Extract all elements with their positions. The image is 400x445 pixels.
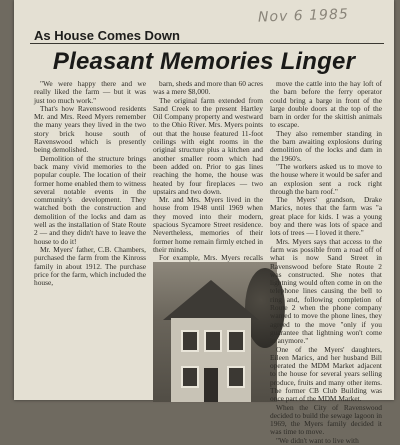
paragraph: That's how Ravenswood residents Mr. and Mrs. Reed Myers remember the many years they lived in the two story brick house south of Ravenswood which is presently being demolished. bbox=[34, 103, 146, 155]
window bbox=[181, 330, 199, 352]
newspaper-clipping bbox=[14, 0, 394, 445]
window bbox=[227, 330, 245, 352]
paragraph: For example, Mrs. Myers recalls bbox=[159, 253, 263, 263]
handwritten-date: Nov 6 1985 bbox=[257, 6, 350, 26]
paragraph: "We didn't want to live with bbox=[276, 435, 359, 445]
headline: Pleasant Memories Linger bbox=[52, 48, 356, 75]
article-column-2 bbox=[153, 80, 263, 287]
house-facade bbox=[171, 318, 251, 402]
article-column-3 bbox=[270, 80, 382, 445]
paragraph: Mrs. Myers says that access to the farm was possible from a road off of what is now Sand Street in Ravenswood before State Route 2 was constructed. She notes that lightning would often come in on the telephone lines causing the bell to ring and, following completion of Route 2 when the phone company wanted to move the phone lines, they agreed to the move "only if you guarantee that lightning won't come in anymore." bbox=[270, 236, 382, 346]
window bbox=[181, 366, 199, 388]
paragraph: barn, sheds and more than 60 acres was a mere $8,000. bbox=[153, 79, 263, 97]
window bbox=[204, 330, 222, 352]
paragraph: Mr. Myers' father, C.B. Chambers, purchased the farm from the Kinross family in about 1912. The purchase price for the farm, which included the house, bbox=[34, 244, 146, 288]
paragraph: "The workers asked us to move to the house where it would be safer and an explosion sent a rock right through the barn roof." bbox=[270, 161, 382, 196]
house-photo bbox=[153, 262, 277, 402]
paragraph: "We were happy there and we really liked the farm — but it was just too much work." bbox=[34, 79, 146, 105]
paragraph: One of the Myers' daughters, Eileen Marics, and her husband Bill operated the MDM Market adjacent to the house for several years selling produce, fruits and many other items. The former CB Club Building was once part of the MDM Market. bbox=[270, 344, 382, 404]
window bbox=[227, 366, 245, 388]
paragraph: move the cattle into the hay loft of the barn before the ferry operator could bring a barge in front of the large double doors at the top of the barn in order for the skittish animals to escape. bbox=[270, 79, 382, 130]
article-column-1 bbox=[34, 80, 146, 287]
paragraph: They also remember standing in the barn awaiting explosions during demolition of the locks and dam in the 1960's. bbox=[270, 128, 382, 163]
kicker-headline: As House Comes Down bbox=[34, 28, 180, 43]
door bbox=[204, 368, 218, 402]
paragraph: When the City of Ravenswood decided to build the sewage lagoon in 1969, the Myers family decided it was time to move. bbox=[270, 402, 382, 437]
paragraph: The original farm extended from Sand Creek to the present Hartley Oil Company property and westward to the Ohio River. Mrs. Myers points out that the house featured 11-foot ceilings with eight rooms in the original structure plus a kitchen and another smaller room which had been added on. Prior to gas lines reaching the home, the house was heated by four fireplaces — two upstairs and two down. bbox=[153, 95, 263, 196]
paragraph: The Myers' grandson, Drake Marics, notes that the farm was "a great place for kids. I was a young boy and there was lots of space and lots of trees — I loved it there." bbox=[270, 195, 382, 238]
paragraph: Demolition of the structure brings back many vivid memories to the popular couple. The location of their former home enabled them to witness several notable events in the community's development. They watched both the construction and demolition of the locks and dam as well as the installation of State Route 2 — and they didn't have to leave the house to do it! bbox=[34, 153, 146, 246]
paragraph: Mr. and Mrs. Myers lived in the house from 1948 until 1969 when they moved into their modern, spacious Sycamore Street residence. Nevertheless, memories of their former home remain firmly etched in their minds. bbox=[153, 195, 263, 254]
divider-rule bbox=[30, 43, 384, 44]
